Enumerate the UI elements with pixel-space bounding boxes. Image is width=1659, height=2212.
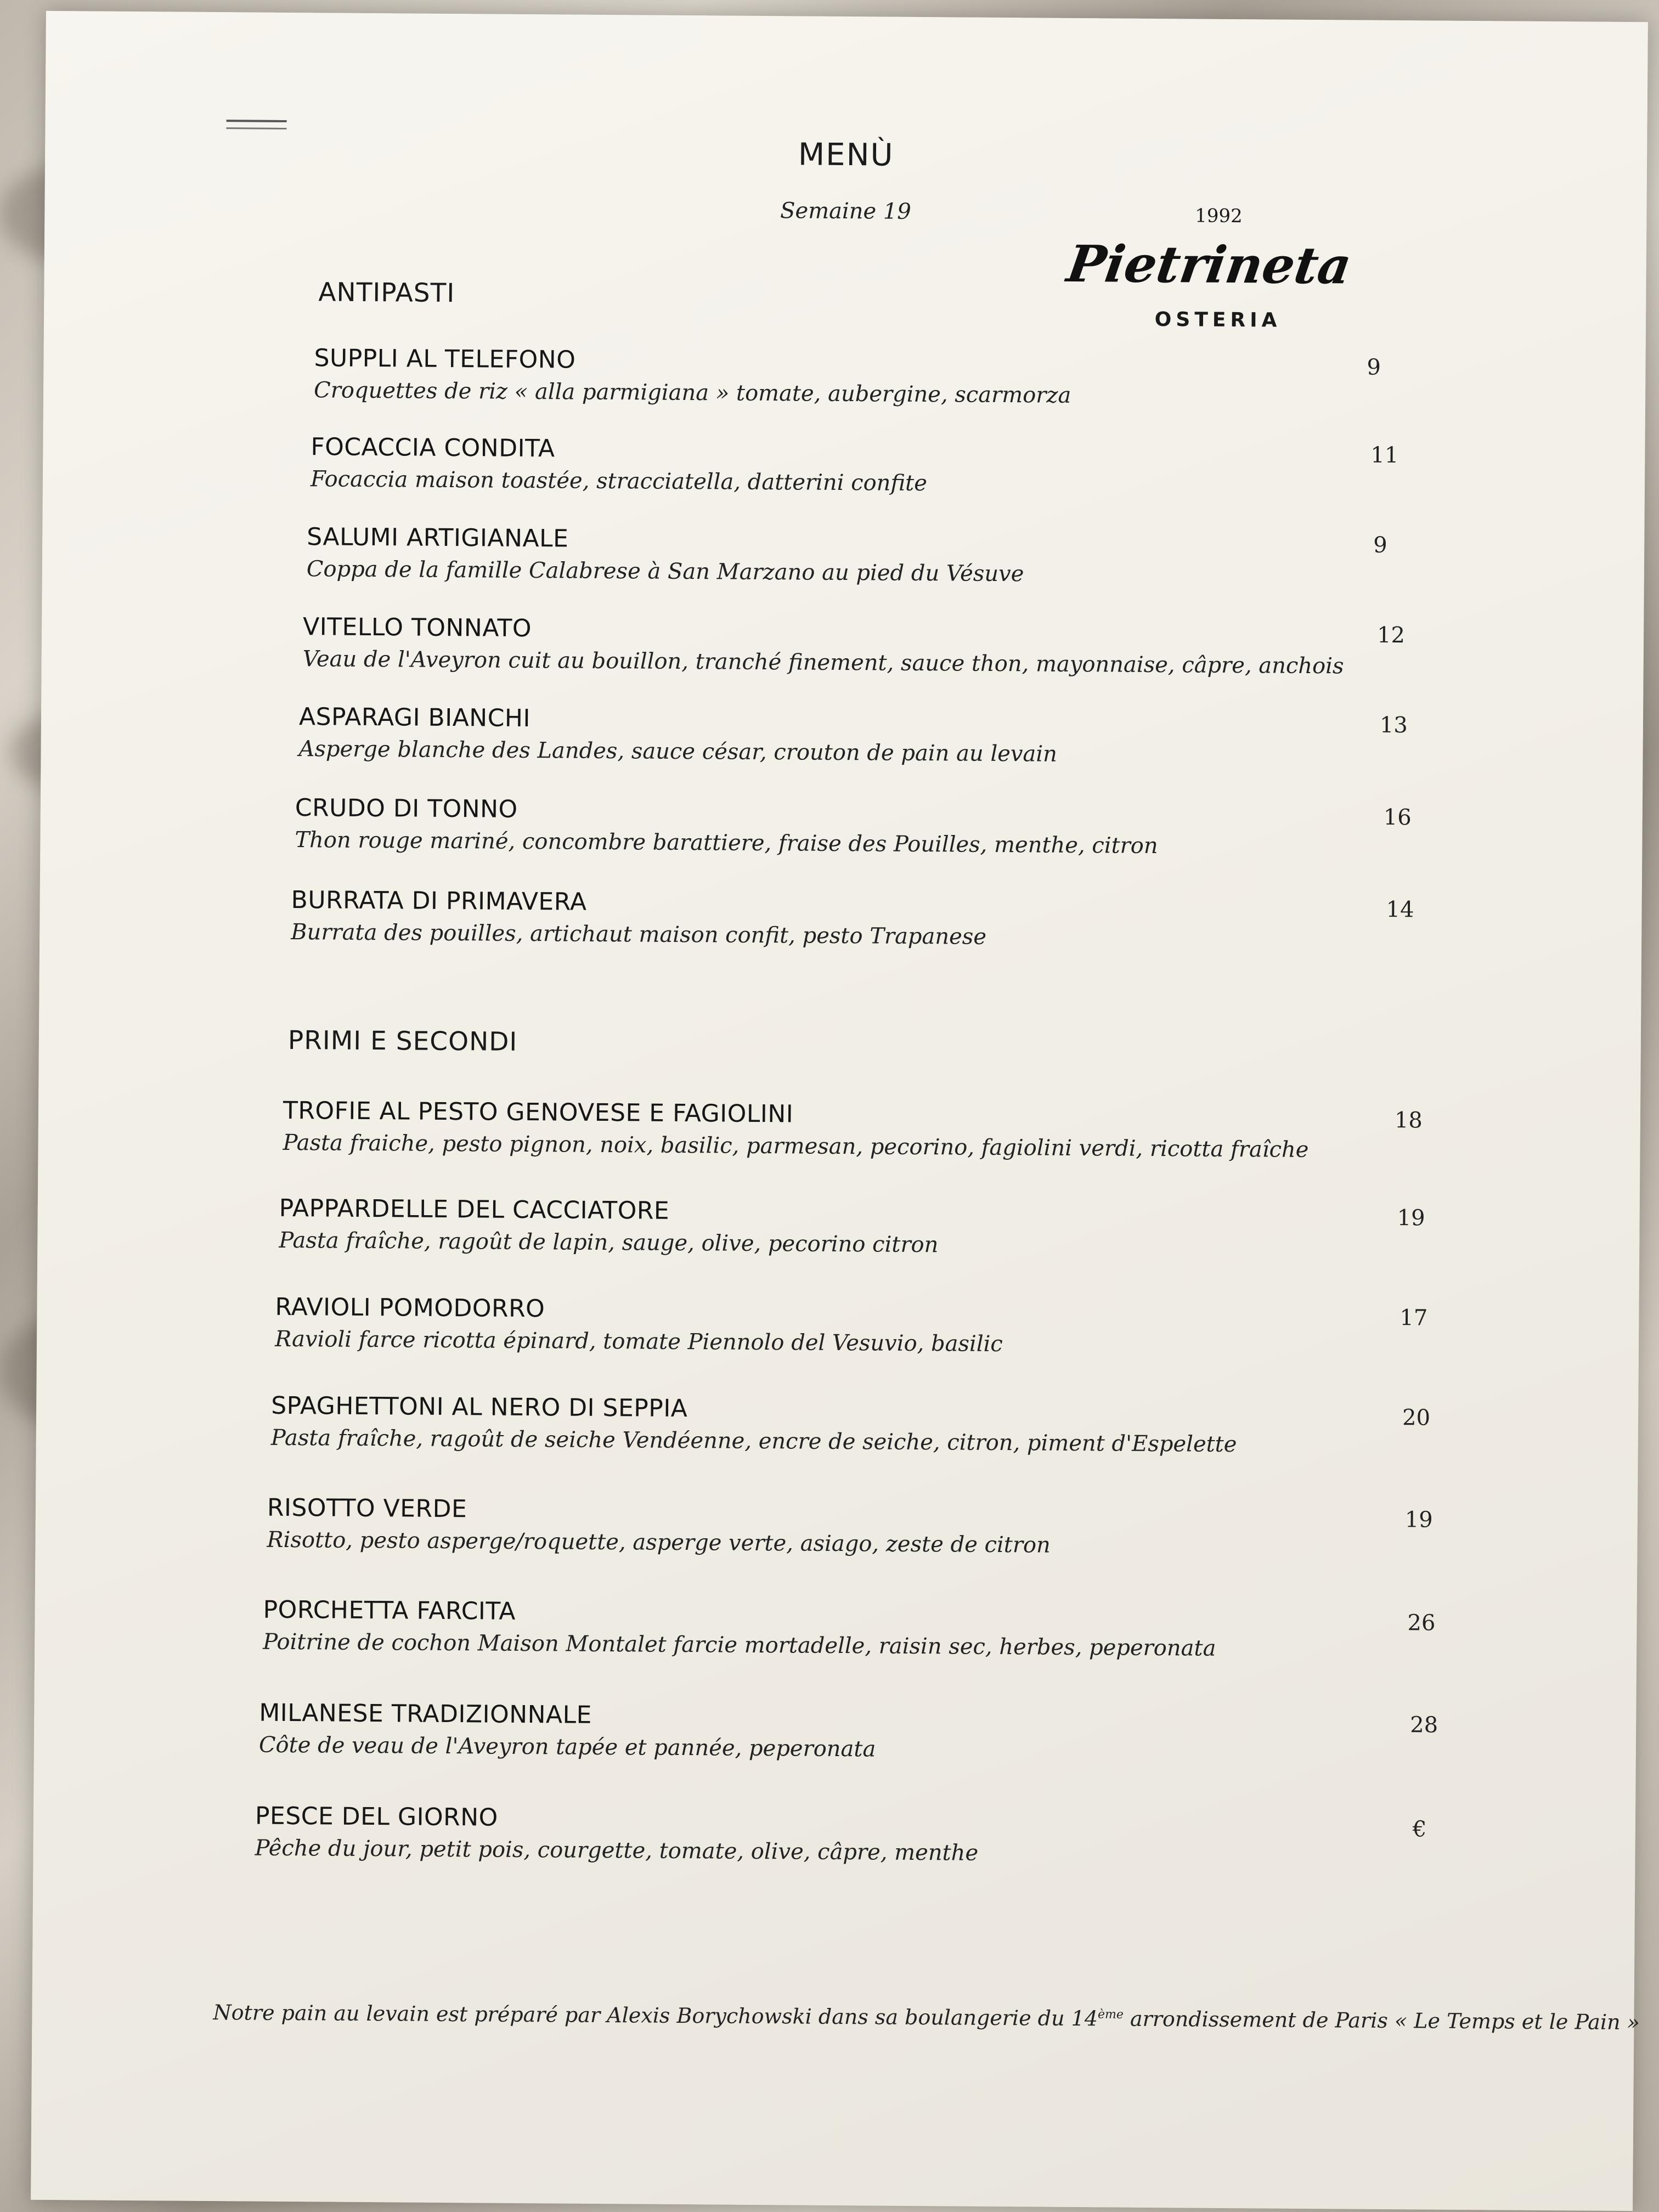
item-price: 18 <box>1394 1108 1423 1133</box>
logo-name: Pietrineta <box>1063 234 1356 296</box>
menu-item <box>303 613 1401 679</box>
menu-item <box>267 1494 1364 1560</box>
item-price: 11 <box>1370 442 1399 469</box>
section-title-antipasti: ANTIPASTI <box>318 277 455 309</box>
menu-item <box>279 1194 1376 1261</box>
logo-subtitle: OSTERIA <box>1154 308 1282 332</box>
item-price: 19 <box>1404 1507 1433 1533</box>
item-name: PAPPARDELLE DEL CACCIATORE <box>279 1194 670 1225</box>
item-price: 16 <box>1383 804 1412 831</box>
item-description: Croquettes de riz « alla parmigiana » tomate, aubergine, scarmorza <box>313 377 1071 408</box>
item-description: Risotto, pesto asperge/roquette, asperge verte, asiago, zeste de citron <box>267 1527 1051 1558</box>
item-description: Coppa de la famille Calabrese à San Marzano au pied du Vésuve <box>306 556 1024 587</box>
item-name: FOCACCIA CONDITA <box>311 433 555 463</box>
menu-title: MENÙ <box>798 137 894 173</box>
item-description: Burrata des pouilles, artichaut maison confit, pesto Trapanese <box>291 919 987 950</box>
item-price: 9 <box>1373 532 1387 558</box>
item-description: Asperge blanche des Landes, sauce césar, crouton de pain au levain <box>298 736 1058 767</box>
item-name: SPAGHETTONI AL NERO DI SEPPIA <box>271 1391 688 1423</box>
menu-item <box>311 433 1408 499</box>
item-price: 9 <box>1367 354 1381 380</box>
logo-year: 1992 <box>1195 205 1243 228</box>
item-description: Thon rouge mariné, concombre barattiere, fraise des Pouilles, menthe, citron <box>295 827 1158 859</box>
item-name: BURRATA DI PRIMAVERA <box>291 886 587 916</box>
item-price: € <box>1412 1816 1427 1842</box>
footer-superscript: ème <box>1097 2007 1124 2022</box>
osteria-logo <box>1063 199 1356 349</box>
menu-paper <box>31 11 1648 2211</box>
item-name: VITELLO TONNATO <box>302 613 532 643</box>
menu-item <box>291 886 1389 952</box>
item-description: Poitrine de cochon Maison Montalet farcie mortadelle, raisin sec, herbes, peperonata <box>263 1629 1216 1661</box>
item-description: Pêche du jour, petit pois, courgette, tomate, olive, câpre, menthe <box>255 1835 979 1866</box>
item-description: Côte de veau de l'Aveyron tapée et pannée, peperonata <box>258 1732 876 1762</box>
item-name: CRUDO DI TONNO <box>295 794 518 823</box>
item-name: PESCE DEL GIORNO <box>255 1802 498 1832</box>
item-description: Pasta fraîche, ragoût de lapin, sauge, olive, pecorino citron <box>279 1227 939 1258</box>
menu-item <box>263 1596 1361 1662</box>
item-description: Focaccia maison toastée, stracciatella, datterini confite <box>310 466 928 496</box>
item-description: Pasta fraîche, ragoût de seiche Vendéenne, encre de seiche, citron, piment d'Espelette <box>270 1425 1237 1458</box>
item-price: 14 <box>1386 896 1414 923</box>
staple <box>226 120 286 129</box>
item-price: 19 <box>1397 1205 1425 1231</box>
item-price: 28 <box>1410 1712 1438 1738</box>
item-name: RAVIOLI POMODORRO <box>275 1293 545 1323</box>
item-description: Veau de l'Aveyron cuit au bouillon, tranché finement, sauce thon, mayonnaise, câpre, anchois <box>302 646 1344 679</box>
week-label: Semaine 19 <box>780 198 911 224</box>
item-name: ASPARAGI BIANCHI <box>298 703 531 733</box>
section-title-primi-e-secondi: PRIMI E SECONDI <box>287 1025 518 1057</box>
menu-item <box>283 1097 1380 1163</box>
menu-item <box>275 1293 1373 1359</box>
menu-item <box>271 1392 1369 1458</box>
menu-item <box>314 344 1412 410</box>
item-description: Ravioli farce ricotta épinard, tomate Piennolo del Vesuvio, basilic <box>274 1326 1003 1357</box>
footer-note <box>213 2000 1639 2034</box>
item-name: MILANESE TRADIZIONNALE <box>259 1699 592 1729</box>
menu-item <box>255 1802 1352 1869</box>
item-price: 12 <box>1376 622 1406 648</box>
item-name: SUPPLI AL TELEFONO <box>314 344 576 374</box>
item-description: Pasta fraiche, pesto pignon, noix, basilic, parmesan, pecorino, fagiolini verdi, ricotta fraîche <box>283 1130 1309 1163</box>
item-name: SALUMI ARTIGIANALE <box>307 523 569 553</box>
item-name: TROFIE AL PESTO GENOVESE E FAGIOLINI <box>283 1096 794 1128</box>
menu-item <box>259 1699 1357 1765</box>
menu-item <box>295 794 1392 860</box>
footer-text: Notre pain au levain est préparé par Alexis Borychowski dans sa boulangerie du 14 <box>213 2000 1098 2031</box>
item-price: 13 <box>1379 712 1408 738</box>
item-price: 26 <box>1407 1610 1436 1636</box>
item-price: 17 <box>1400 1305 1428 1331</box>
item-name: RISOTTO VERDE <box>267 1493 467 1523</box>
menu-item <box>307 523 1404 589</box>
item-price: 20 <box>1402 1405 1431 1431</box>
item-name: PORCHETTA FARCITA <box>263 1595 516 1626</box>
menu-item <box>298 703 1396 769</box>
footer-text-end: arrondissement de Paris « Le Temps et le Pain » <box>1123 2006 1640 2035</box>
